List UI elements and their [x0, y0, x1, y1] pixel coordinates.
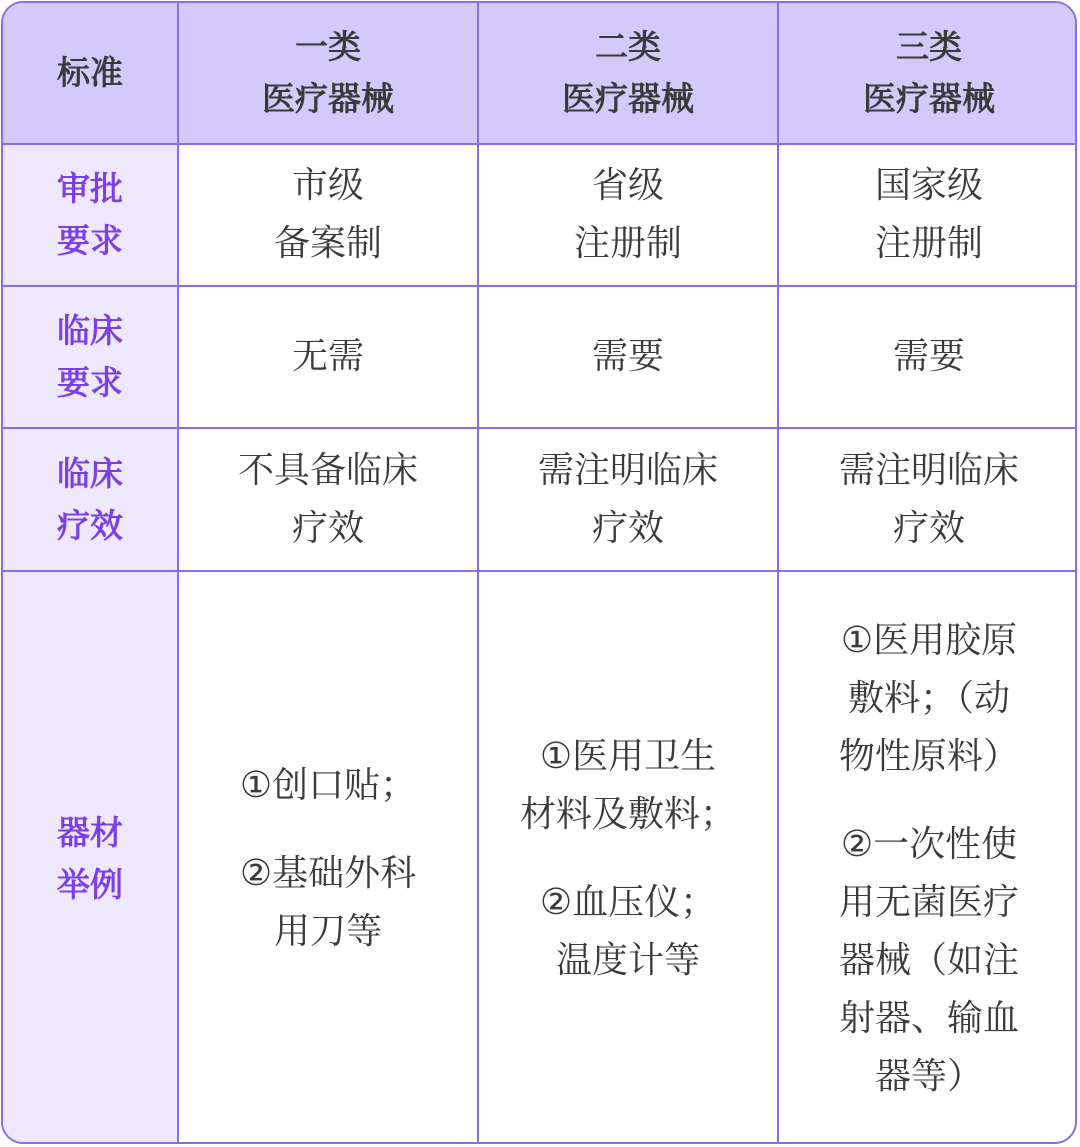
clinical-class2: 需要 — [478, 286, 778, 428]
examples-class1: ①创口贴； ②基础外科 用刀等 — [178, 571, 478, 1144]
clinical-class1: 无需 — [178, 286, 478, 428]
examples-class3: ①医用胶原 敷料；（动 物性原料） ②一次性使 用无菌医疗 器械（如注 射器、输血 器等） — [778, 571, 1077, 1144]
efficacy-class2: 需注明临床 疗效 — [478, 428, 778, 571]
efficacy-label: 临床 疗效 — [3, 428, 178, 571]
header-row — [3, 3, 1077, 144]
efficacy-class1: 不具备临床 疗效 — [178, 428, 478, 571]
header-class1: 一类 医疗器械 — [178, 3, 478, 144]
clinical-row — [3, 286, 1077, 428]
examples-label: 器材 举例 — [3, 571, 178, 1144]
classification-grid — [3, 3, 1077, 1144]
approval-class2: 省级 注册制 — [478, 144, 778, 286]
efficacy-row — [3, 428, 1077, 571]
header-class2: 二类 医疗器械 — [478, 3, 778, 144]
examples-class2: ①医用卫生 材料及敷料； ②血压仪； 温度计等 — [478, 571, 778, 1144]
efficacy-class3: 需注明临床 疗效 — [778, 428, 1077, 571]
device-classification-table — [1, 1, 1077, 1144]
approval-label: 审批 要求 — [3, 144, 178, 286]
header-class3: 三类 医疗器械 — [778, 3, 1077, 144]
clinical-class3: 需要 — [778, 286, 1077, 428]
approval-class1: 市级 备案制 — [178, 144, 478, 286]
approval-row — [3, 144, 1077, 286]
header-standard: 标准 — [3, 3, 178, 144]
examples-row — [3, 571, 1077, 1144]
clinical-label: 临床 要求 — [3, 286, 178, 428]
approval-class3: 国家级 注册制 — [778, 144, 1077, 286]
